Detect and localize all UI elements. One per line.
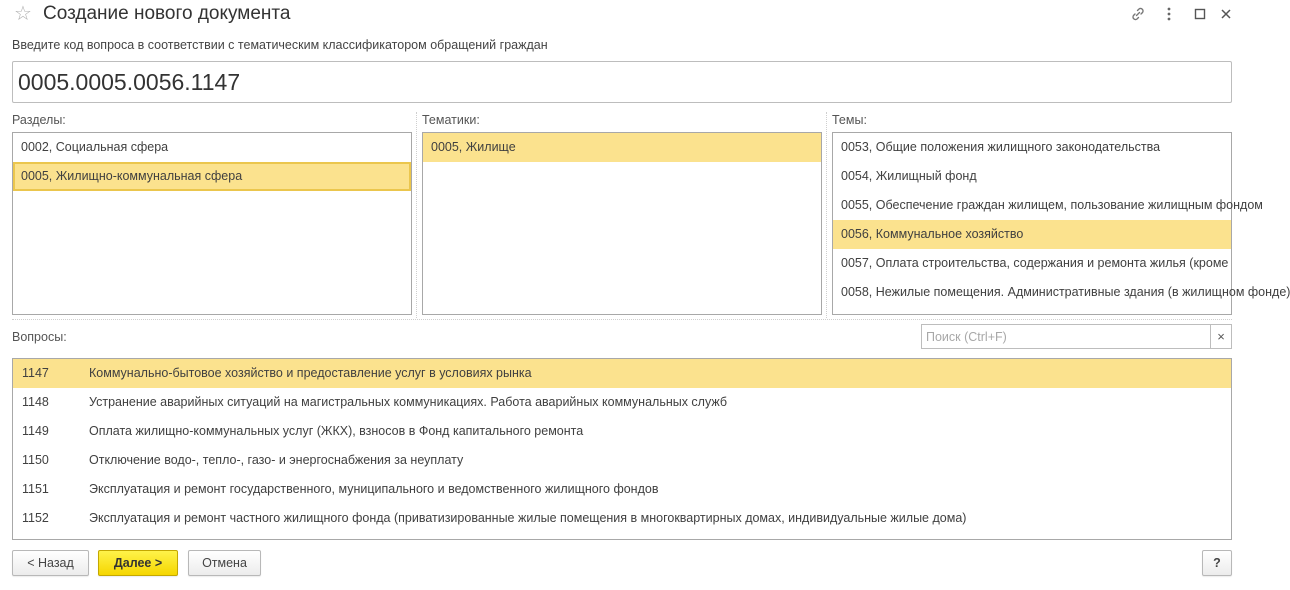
table-row[interactable]: [13, 417, 1231, 446]
topics-label: Тематики:: [422, 113, 480, 127]
question-code: 1151: [22, 482, 49, 496]
question-code: 1149: [22, 424, 49, 438]
window-title: Создание нового документа: [43, 3, 291, 24]
help-button[interactable]: ?: [1202, 550, 1232, 576]
themes-list-item[interactable]: 0057, Оплата строительства, содержания и ремонта жилья (кроме: [841, 256, 1229, 270]
question-code-input[interactable]: 0005.0005.0056.1147: [12, 61, 1232, 103]
table-row[interactable]: [13, 446, 1231, 475]
question-text: Отключение водо-, тепло-, газо- и энергоснабжения за неуплату: [89, 453, 464, 467]
themes-list-item[interactable]: 0058, Нежилые помещения. Административные здания (в жилищном фонде): [841, 285, 1290, 299]
themes-list-item[interactable]: 0054, Жилищный фонд: [841, 169, 977, 183]
questions-table[interactable]: [12, 358, 1232, 540]
themes-list-item[interactable]: 0053, Общие положения жилищного законодательства: [841, 140, 1161, 154]
themes-list-item[interactable]: 0055, Обеспечение граждан жилищем, пользование жилищным фондом: [841, 198, 1263, 212]
divider: [12, 319, 1232, 320]
divider: [826, 112, 827, 318]
back-button[interactable]: < Назад: [12, 550, 89, 576]
divider: [416, 112, 417, 318]
question-code: 1148: [22, 395, 49, 409]
themes-list-item-selected[interactable]: 0056, Коммунальное хозяйство: [833, 220, 1231, 249]
next-button[interactable]: Далее >: [98, 550, 178, 576]
sections-label: Разделы:: [12, 113, 66, 127]
star-icon[interactable]: ☆: [14, 3, 32, 25]
table-row[interactable]: [13, 504, 1231, 533]
question-code: 1152: [22, 511, 49, 525]
table-row-selected[interactable]: [13, 359, 1231, 388]
table-row[interactable]: [13, 475, 1231, 504]
question-text: Эксплуатация и ремонт государственного, муниципального и ведомственного жилищного фондов: [89, 482, 659, 496]
sections-list-item[interactable]: 0002, Социальная сфера: [21, 140, 169, 154]
clear-search-icon[interactable]: ×: [1210, 324, 1232, 349]
code-prompt-label: Введите код вопроса в соответствии с тематическим классификатором обращений граждан: [12, 38, 548, 52]
close-icon[interactable]: [1215, 4, 1237, 24]
question-code: 1147: [22, 366, 49, 380]
maximize-icon[interactable]: [1189, 4, 1211, 24]
question-text: Оплата жилищно-коммунальных услуг (ЖКХ), взносов в Фонд капитального ремонта: [89, 424, 584, 438]
sections-list-item-selected[interactable]: 0005, Жилищно-коммунальная сфера: [13, 162, 411, 191]
question-code: 1150: [22, 453, 49, 467]
sections-list[interactable]: [12, 132, 412, 315]
question-text: Устранение аварийных ситуаций на магистральных коммуникациях. Работа аварийных коммунальных служб: [89, 395, 728, 409]
question-text: Коммунально-бытовое хозяйство и предоставление услуг в условиях рынка: [89, 366, 532, 380]
cancel-button[interactable]: Отмена: [188, 550, 261, 576]
title-bar: [0, 0, 1242, 30]
themes-label: Темы:: [832, 113, 867, 127]
more-vertical-icon[interactable]: [1158, 4, 1180, 24]
search-input[interactable]: [921, 324, 1211, 349]
table-row[interactable]: [13, 388, 1231, 417]
link-icon[interactable]: [1127, 4, 1149, 24]
questions-label: Вопросы:: [12, 330, 67, 344]
question-text: Эксплуатация и ремонт частного жилищного фонда (приватизированные жилые помещения в многоквартирных домах, индивидуальные жилые дома): [89, 511, 967, 525]
themes-list[interactable]: [832, 132, 1290, 315]
topics-list[interactable]: [422, 132, 822, 315]
topics-list-item-selected[interactable]: 0005, Жилище: [423, 133, 821, 162]
